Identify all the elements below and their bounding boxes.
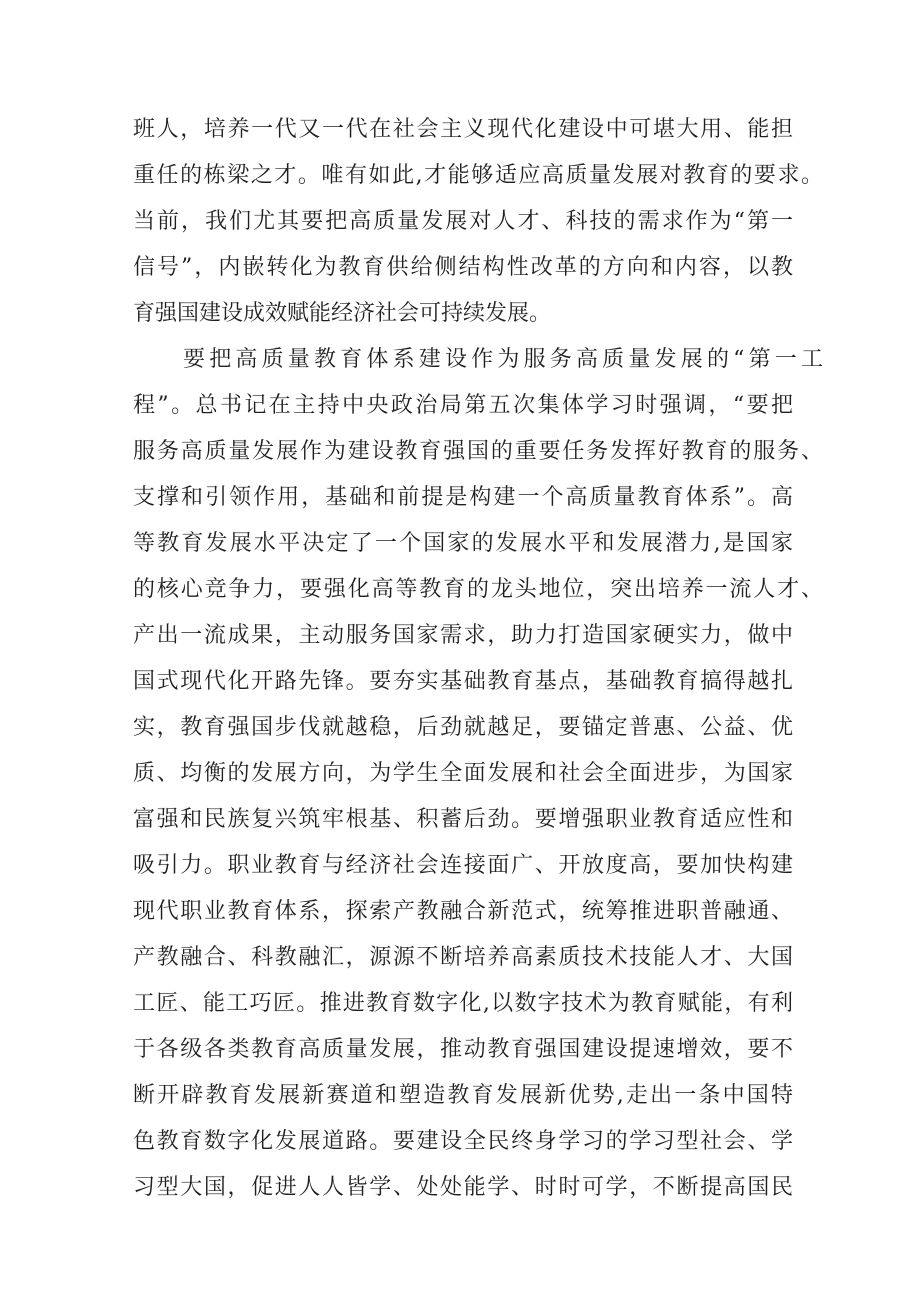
paragraph-2-line-15: 工匠、能工巧匠。推进教育数字化,以数字技术为教育赋能，有利 xyxy=(133,991,793,1016)
paragraph-2-line-5: 等教育发展水平决定了一个国家的发展水平和发展潜力,是国家 xyxy=(133,531,793,556)
paragraph-2-line-8: 国式现代化开路先锋。要夯实基础教育基点，基础教育搞得越扎 xyxy=(133,669,793,694)
paragraph-2-line-3: 服务高质量发展作为建设教育强国的重要任务发挥好教育的服务、 xyxy=(133,439,823,464)
paragraph-1-line-2: 重任的栋梁之才。唯有如此,才能够适应高质量发展对教育的要求。 xyxy=(133,163,823,188)
paragraph-2-line-11: 富强和民族复兴筑牢根基、积蓄后劲。要增强职业教育适应性和 xyxy=(133,807,793,832)
paragraph-2-line-6: 的核心竞争力，要强化高等教育的龙头地位，突出培养一流人才、 xyxy=(133,577,823,602)
paragraph-1-line-1: 班人，培养一代又一代在社会主义现代化建设中可堪大用、能担 xyxy=(133,117,793,142)
paragraph-2-line-14: 产教融合、科教融汇，源源不断培养高素质技术技能人才、大国 xyxy=(133,945,793,970)
paragraph-2-line-7: 产出一流成果，主动服务国家需求，助力打造国家硬实力，做中 xyxy=(133,623,793,648)
paragraph-1-line-4: 信号”，内嵌转化为教育供给侧结构性改革的方向和内容，以教 xyxy=(133,255,793,280)
paragraph-2-line-12: 吸引力。职业教育与经济社会连接面广、开放度高，要加快构建 xyxy=(133,853,793,878)
paragraph-2-line-2: 程”。总书记在主持中央政治局第五次集体学习时强调，“要把 xyxy=(133,393,793,418)
paragraph-1-line-3: 当前，我们尤其要把高质量发展对人才、科技的需求作为“第一 xyxy=(133,209,793,234)
paragraph-2-line-19: 习型大国，促进人人皆学、处处能学、时时可学，不断提高国民 xyxy=(133,1175,793,1200)
paragraph-2-line-4: 支撑和引领作用，基础和前提是构建一个高质量教育体系”。高 xyxy=(133,485,793,510)
paragraph-2-line-9: 实，教育强国步伐就越稳，后劲就越足，要锚定普惠、公益、优 xyxy=(133,715,793,740)
paragraph-2-line-18: 色教育数字化发展道路。要建设全民终身学习的学习型社会、学 xyxy=(133,1129,793,1154)
paragraph-2-line-17: 断开辟教育发展新赛道和塑造教育发展新优势,走出一条中国特 xyxy=(133,1083,793,1108)
paragraph-2-line-13: 现代职业教育体系，探索产教融合新范式，统筹推进职普融通、 xyxy=(133,899,793,924)
paragraph-2-line-16: 于各级各类教育高质量发展，推动教育强国建设提速增效，要不 xyxy=(133,1037,793,1062)
paragraph-2-line-1: 要把高质量教育体系建设作为服务高质量发展的“第一工 xyxy=(183,347,823,372)
paragraph-1-line-5: 育强国建设成效赋能经济社会可持续发展。 xyxy=(133,301,552,326)
paragraph-2-line-10: 质、均衡的发展方向，为学生全面发展和社会全面进步，为国家 xyxy=(133,761,793,786)
document-body xyxy=(133,107,823,1211)
